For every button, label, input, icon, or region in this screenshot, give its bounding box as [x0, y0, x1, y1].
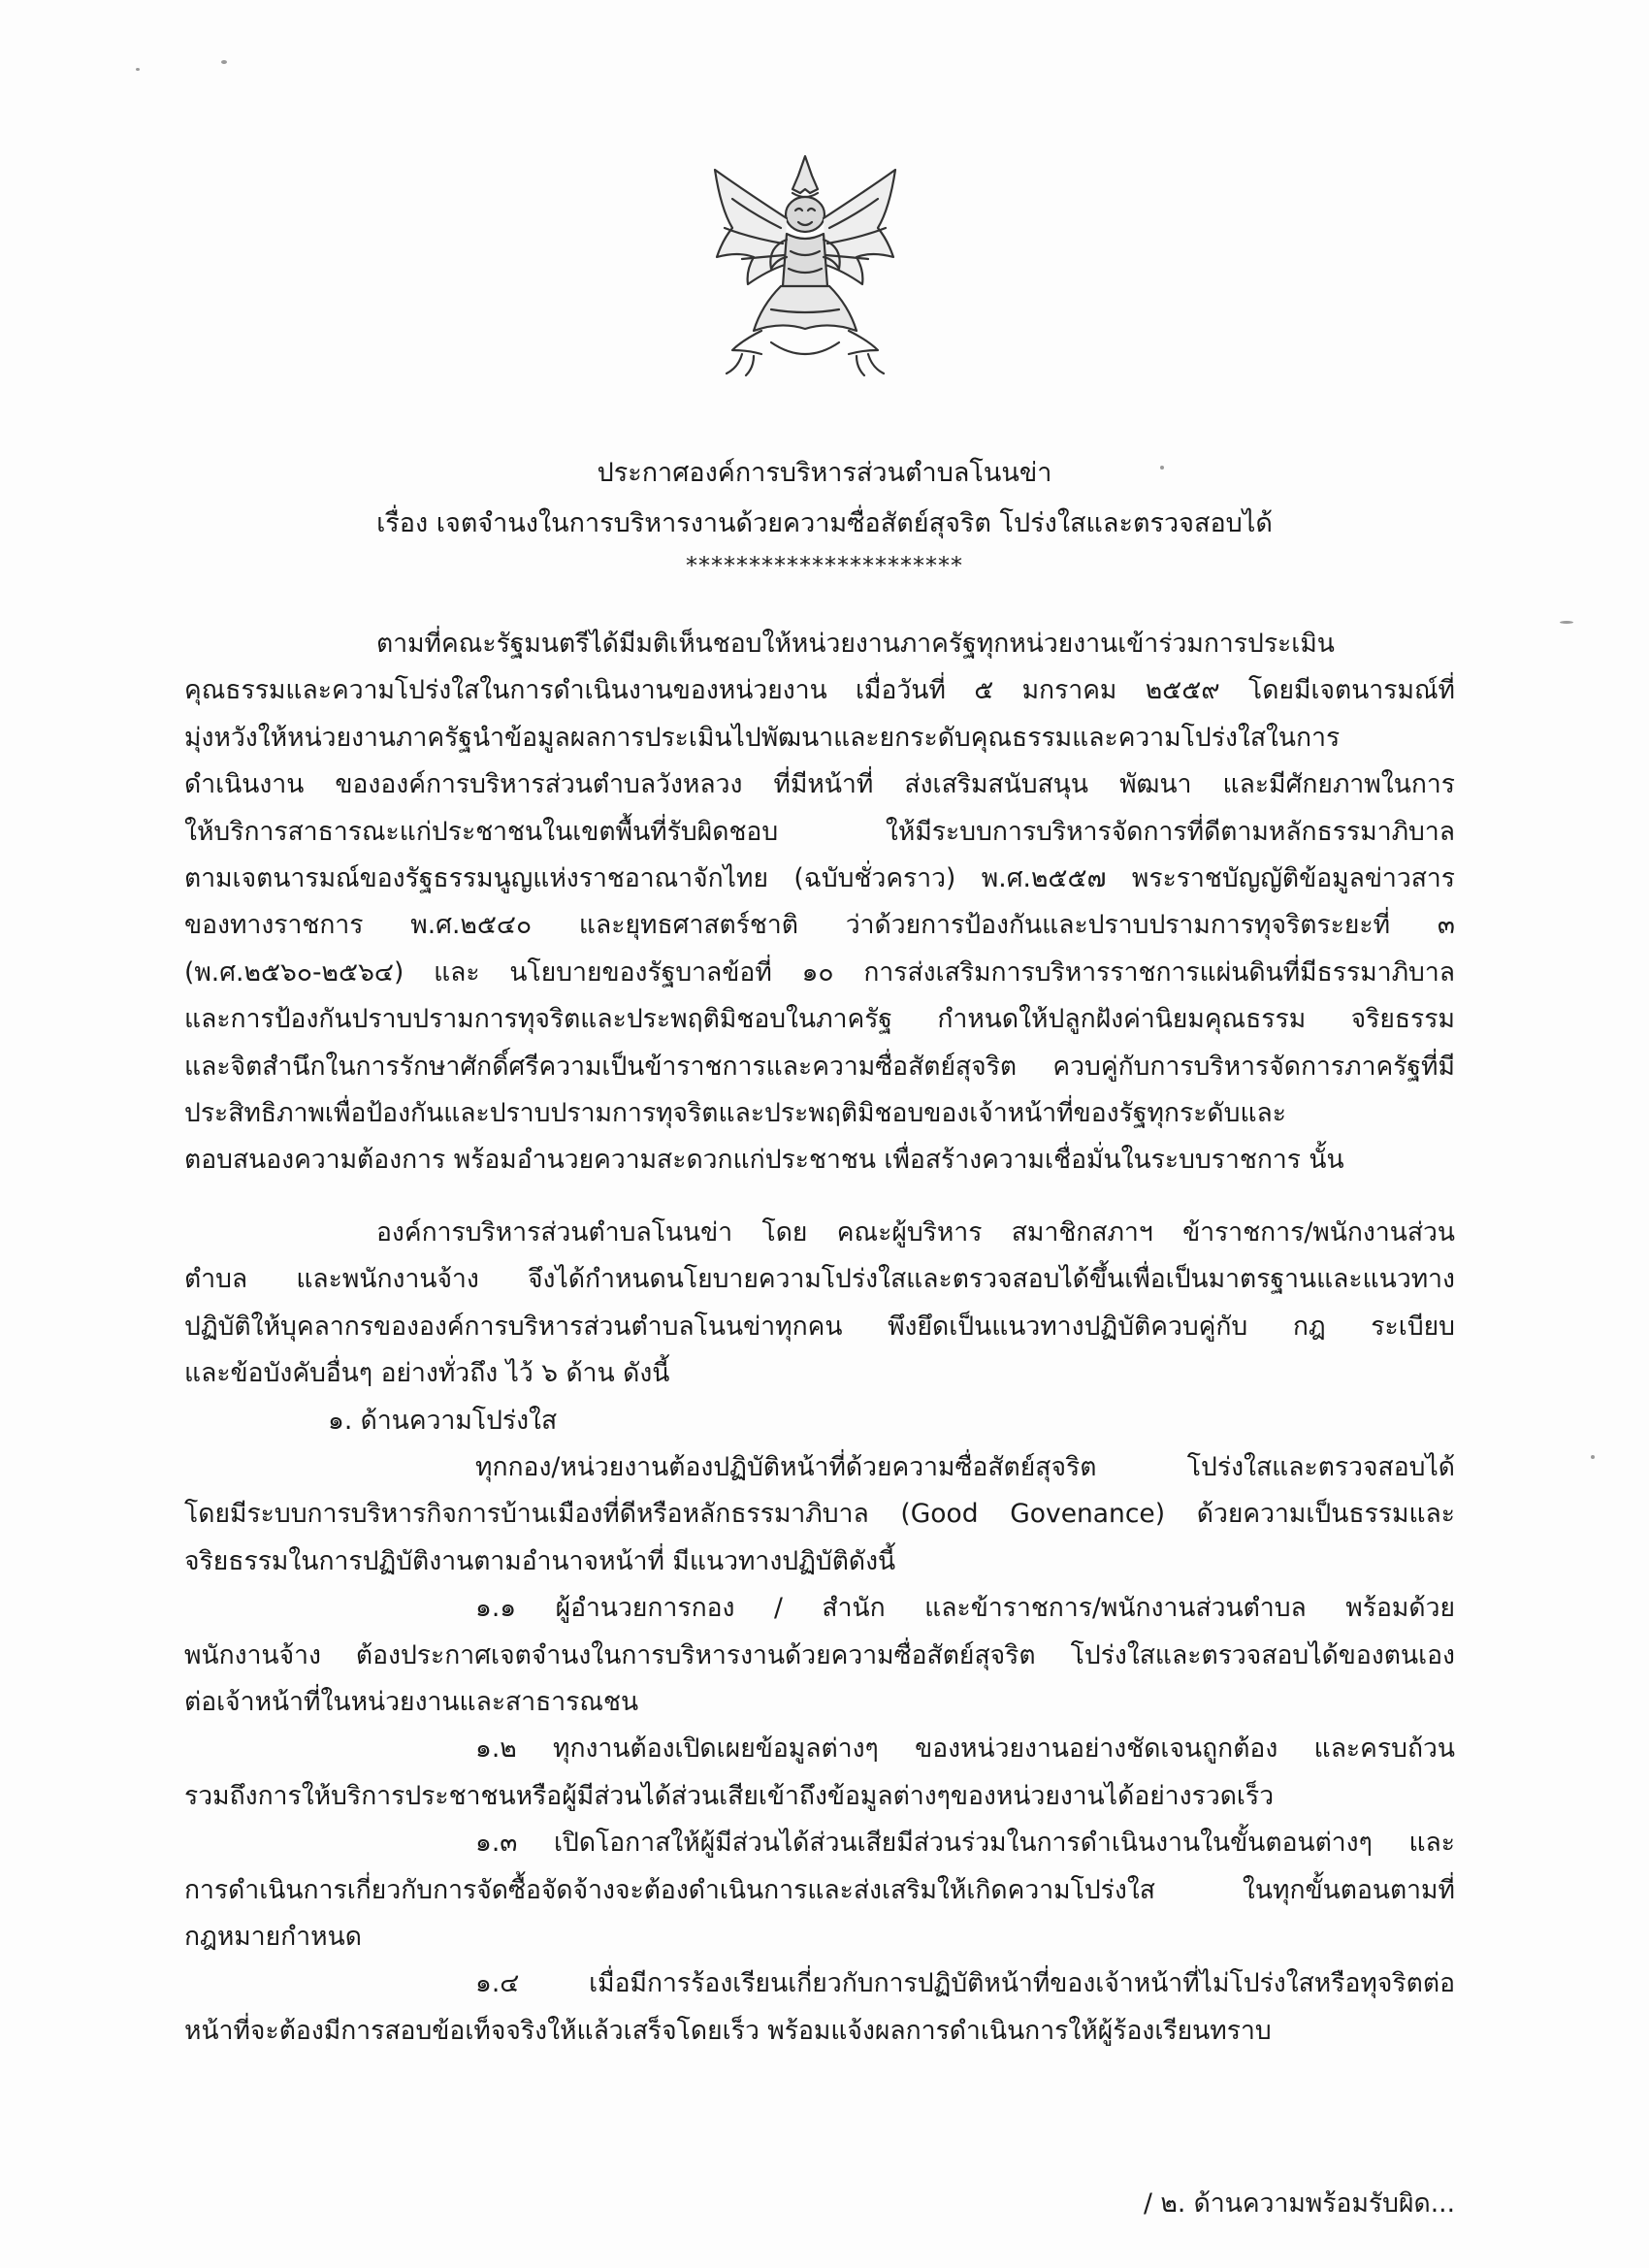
text-line: ประสิทธิภาพเพื่อป้องกันและปราบปรามการทุจริตและประพฤติมิชอบของเจ้าหน้าที่ของรัฐทุกระดับและ: [184, 1098, 1287, 1129]
continued-on-next-page: / ๒. ด้านความพร้อมรับผิด...: [1144, 2188, 1455, 2219]
text-line: กฎหมายกำหนด: [184, 1921, 362, 1952]
item-1-3: [184, 1820, 1455, 1960]
text-line: ของทางราชการ พ.ศ.๒๕๔๐ และยุทธศาสตร์ชาติ ว่าด้วยการป้องกันและปราบปรามการทุจริตระยะที่ ๓: [184, 910, 1455, 941]
text-line: และข้อบังคับอื่นๆ อย่างทั่วถึง ไว้ ๖ ด้าน ดังนี้: [184, 1358, 670, 1389]
item-1-4: [184, 1960, 1455, 2055]
text-line: ๑.๑ ผู้อำนวยการกอง / สำนัก และข้าราชการ/พนักงานส่วนตำบล พร้อมด้วย: [475, 1593, 1455, 1624]
text-line: พนักงานจ้าง ต้องประกาศเจตจำนงในการบริหารงานด้วยความซื่อสัตย์สุจริต โปร่งใสและตรวจสอบได้ของตนเอง: [184, 1639, 1455, 1670]
text-line: ต่อเจ้าหน้าที่ในหน่วยงานและสาธารณชน: [184, 1686, 639, 1717]
text-line: ตอบสนองความต้องการ พร้อมอำนวยความสะดวกแก่ประชาชน เพื่อสร้างความเชื่อมั่นในระบบราชการ นั้น: [184, 1145, 1344, 1176]
text-line: และการป้องกันปราบปรามการทุจริตและประพฤติมิชอบในภาครัฐ กำหนดให้ปลูกฝังค่านิยมคุณธรรม จริยธรรม: [184, 1004, 1455, 1035]
text-line: ปฏิบัติให้บุคลากรขององค์การบริหารส่วนตำบลโนนข่าทุกคน พึงยึดเป็นแนวทางปฏิบัติควบคู่กับ กฎ ระเบียบ: [184, 1311, 1455, 1342]
text-line: จริยธรรมในการปฏิบัติงานตามอำนาจหน้าที่ มีแนวทางปฏิบัติดังนี้: [184, 1545, 896, 1576]
text-line: มุ่งหวังให้หน่วยงานภาครัฐนำข้อมูลผลการประเมินไปพัฒนาและยกระดับคุณธรรมและความโปร่งใสในการ: [184, 722, 1341, 753]
announcement-header: [184, 448, 1465, 582]
paragraph-background: [184, 621, 1455, 1184]
text-line: ตามที่คณะรัฐมนตรีได้มีมติเห็นชอบให้หน่วยงานภาครัฐทุกหน่วยงานเข้าร่วมการประเมิน: [376, 629, 1335, 659]
text-line: ๑.๒ ทุกงานต้องเปิดเผยข้อมูลต่างๆ ของหน่วยงานอย่างชัดเจนถูกต้อง และครบถ้วน: [475, 1733, 1455, 1765]
item-1-1: [184, 1585, 1455, 1726]
announcement-body: [184, 621, 1455, 2055]
text-line: รวมถึงการให้บริการประชาชนหรือผู้มีส่วนได้ส่วนเสียเข้าถึงข้อมูลต่างๆของหน่วยงานได้อย่างรวดเร็ว: [184, 1780, 1275, 1811]
text-line: ทุกกอง/หน่วยงานต้องปฏิบัติหน้าที่ด้วยความซื่อสัตย์สุจริต โปร่งใสและตรวจสอบได้: [475, 1451, 1455, 1482]
text-line: ดำเนินงาน ขององค์การบริหารส่วนตำบลวังหลวง ที่มีหน้าที่ ส่งเสริมสนับสนุน พัฒนา และมีศักยภาพในการ: [184, 769, 1455, 800]
text-line: โดยมีระบบการบริหารกิจการบ้านเมืองที่ดีหรือหลักธรรมาภิบาล (Good Govenance) ด้วยความเป็นธรรมและ: [184, 1499, 1455, 1530]
text-line: ตามเจตนารมณ์ของรัฐธรรมนูญแห่งราชอาณาจักไทย (ฉบับชั่วคราว) พ.ศ.๒๕๕๗ พระราชบัญญัติข้อมูลข่าวสาร: [184, 863, 1455, 894]
section1-intro: [184, 1444, 1455, 1585]
paragraph-policy: [184, 1210, 1455, 1398]
text-line: ให้บริการสาธารณะแก่ประชาชนในเขตพื้นที่รับผิดชอบ ให้มีระบบการบริหารจัดการที่ดีตามหลักธรรมาภิบาล: [184, 816, 1455, 847]
text-line: และจิตสำนึกในการรักษาศักดิ์ศรีความเป็นข้าราชการและความซื่อสัตย์สุจริต ควบคู่กับการบริหารจัดการภาครัฐที่มี: [184, 1051, 1455, 1082]
text-line: องค์การบริหารส่วนตำบลโนนข่า โดย คณะผู้บริหาร สมาชิกสภาฯ ข้าราชการ/พนักงานส่วน: [376, 1216, 1455, 1247]
text-line: คุณธรรมและความโปร่งใสในการดำเนินงานของหน่วยงาน เมื่อวันที่ ๕ มกราคม ๒๕๕๙ โดยมีเจตนารมณ์ที่: [184, 675, 1455, 706]
text-line: ๑.๔ เมื่อมีการร้องเรียนเกี่ยวกับการปฏิบัติหน้าที่ของเจ้าหน้าที่ไม่โปร่งใสหรือทุจริตต่อ: [475, 1968, 1455, 1999]
text-line: ตำบล และพนักงานจ้าง จึงได้กำหนดนโยบายความโปร่งใสและตรวจสอบได้ขึ้นเพื่อเป็นมาตรฐานและแนวทาง: [184, 1264, 1455, 1295]
text-line: หน้าที่จะต้องมีการสอบข้อเท็จจริงให้แล้วเสร็จโดยเร็ว พร้อมแจ้งผลการดำเนินการให้ผู้ร้องเรียนทราบ: [184, 2015, 1272, 2046]
title-separator: **********************: [686, 552, 963, 579]
announcement-title: ประกาศองค์การบริหารส่วนตำบลโนนข่า: [597, 458, 1052, 488]
announcement-subject: เรื่อง เจตจำนงในการบริหารงานด้วยความซื่อสัตย์สุจริต โปร่งใสและตรวจสอบได้: [376, 508, 1273, 538]
garuda-emblem-icon: [703, 150, 907, 378]
text-line: ๑.๓ เปิดโอกาสให้ผู้มีส่วนได้ส่วนเสียมีส่วนร่วมในการดำเนินงานในขั้นตอนต่างๆ และ: [475, 1828, 1455, 1859]
text-line: (พ.ศ.๒๕๖๐-๒๕๖๔) และ นโยบายของรัฐบาลข้อที่ ๑๐ การส่งเสริมการบริหารราชการแผ่นดินที่มีธรรมาภิบาล: [184, 956, 1455, 988]
section-heading-transparency: ๑. ด้านความโปร่งใส: [328, 1405, 558, 1436]
text-line: การดำเนินการเกี่ยวกับการจัดซื้อจัดจ้างจะต้องดำเนินการและส่งเสริมให้เกิดความโปร่งใส ในทุกขั้นตอนตามที่: [184, 1874, 1455, 1905]
item-1-2: [184, 1726, 1455, 1820]
